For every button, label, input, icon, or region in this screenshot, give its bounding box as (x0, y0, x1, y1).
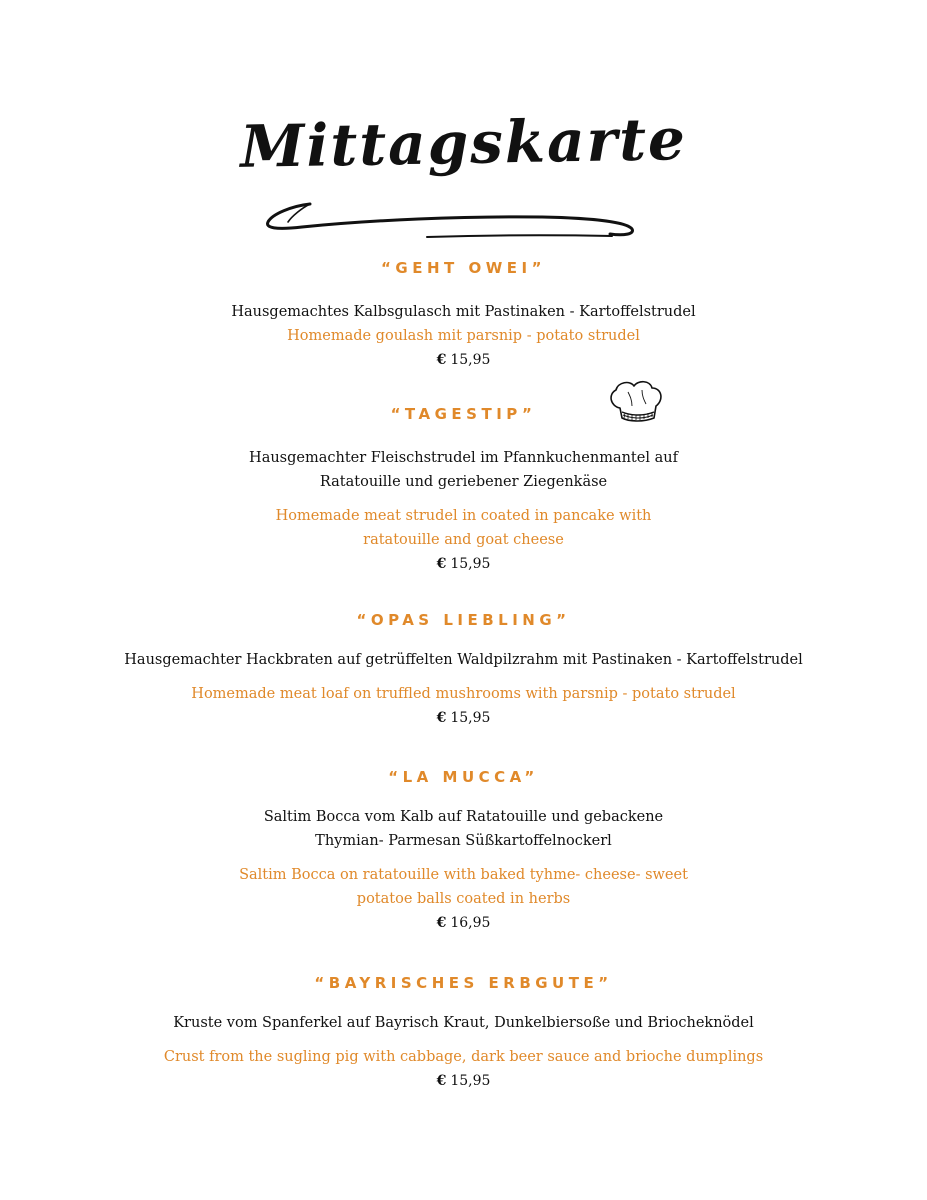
dish-price (0, 348, 927, 372)
menu-section-tagestip (0, 404, 927, 576)
menu-section-bayrisches-erbgute (0, 973, 927, 1093)
dish-description-de: Thymian- Parmesan Süßkartoffelnockerl (315, 833, 612, 849)
dish-description-en: Crust from the sugling pig with cabbage, dark beer sauce and brioche dumplings (163, 1049, 764, 1065)
menu-section-opas-liebling (0, 610, 927, 730)
euro-sign: € (436, 915, 447, 931)
price-value: 15,95 (450, 556, 491, 572)
menu-section-geht-owei (0, 258, 927, 372)
price-value: 16,95 (450, 915, 491, 931)
dish-price (0, 911, 927, 935)
euro-sign: € (436, 352, 447, 368)
dish-description-de: Saltim Bocca vom Kalb auf Ratatouille und gebackene (263, 809, 664, 825)
dish-price (0, 1069, 927, 1093)
dish-price (0, 706, 927, 730)
dish-description-en: ratatouille and goat cheese (363, 532, 564, 548)
dish-description-de: Hausgemachter Hackbraten auf getrüffelten Waldpilzrahm mit Pastinaken - Kartoffelstrudel (124, 652, 803, 668)
section-heading: “OPAS LIEBLING” (356, 611, 571, 629)
dish-description-en: potatoe balls coated in herbs (356, 891, 571, 907)
dish-price (0, 552, 927, 576)
dish-description-de: Ratatouille und geriebener Ziegenkäse (319, 474, 608, 490)
euro-sign: € (436, 710, 447, 726)
section-heading: “GEHT OWEI” (381, 259, 546, 277)
euro-sign: € (436, 556, 447, 572)
section-heading: “TAGESTIP” (390, 405, 537, 423)
price-value: 15,95 (450, 710, 491, 726)
price-value: 15,95 (450, 1073, 491, 1089)
dish-description-de: Hausgemachter Fleischstrudel im Pfannkuchenmantel auf (249, 450, 678, 466)
swoosh-underline-icon (262, 198, 642, 244)
dish-description-en: Homemade meat strudel in coated in pancake with (275, 508, 652, 524)
euro-sign: € (436, 1073, 447, 1089)
menu-section-la-mucca (0, 767, 927, 935)
dish-description-de: Hausgemachtes Kalbsgulasch mit Pastinaken - Kartoffelstrudel (231, 304, 696, 320)
section-heading: “LA MUCCA” (388, 768, 539, 786)
dish-description-de: Kruste vom Spanferkel auf Bayrisch Kraut, Dunkelbiersoße und Briocheknödel (173, 1015, 754, 1031)
price-value: 15,95 (450, 352, 491, 368)
dish-description-en: Homemade goulash mit parsnip - potato strudel (287, 328, 640, 344)
page-title: Mittagskarte (239, 105, 688, 181)
dish-description-en: Saltim Bocca on ratatouille with baked tyhme- cheese- sweet (239, 867, 688, 883)
section-heading: “BAYRISCHES ERBGUTE” (314, 974, 613, 992)
dish-description-en: Homemade meat loaf on truffled mushrooms with parsnip - potato strudel (191, 686, 736, 702)
